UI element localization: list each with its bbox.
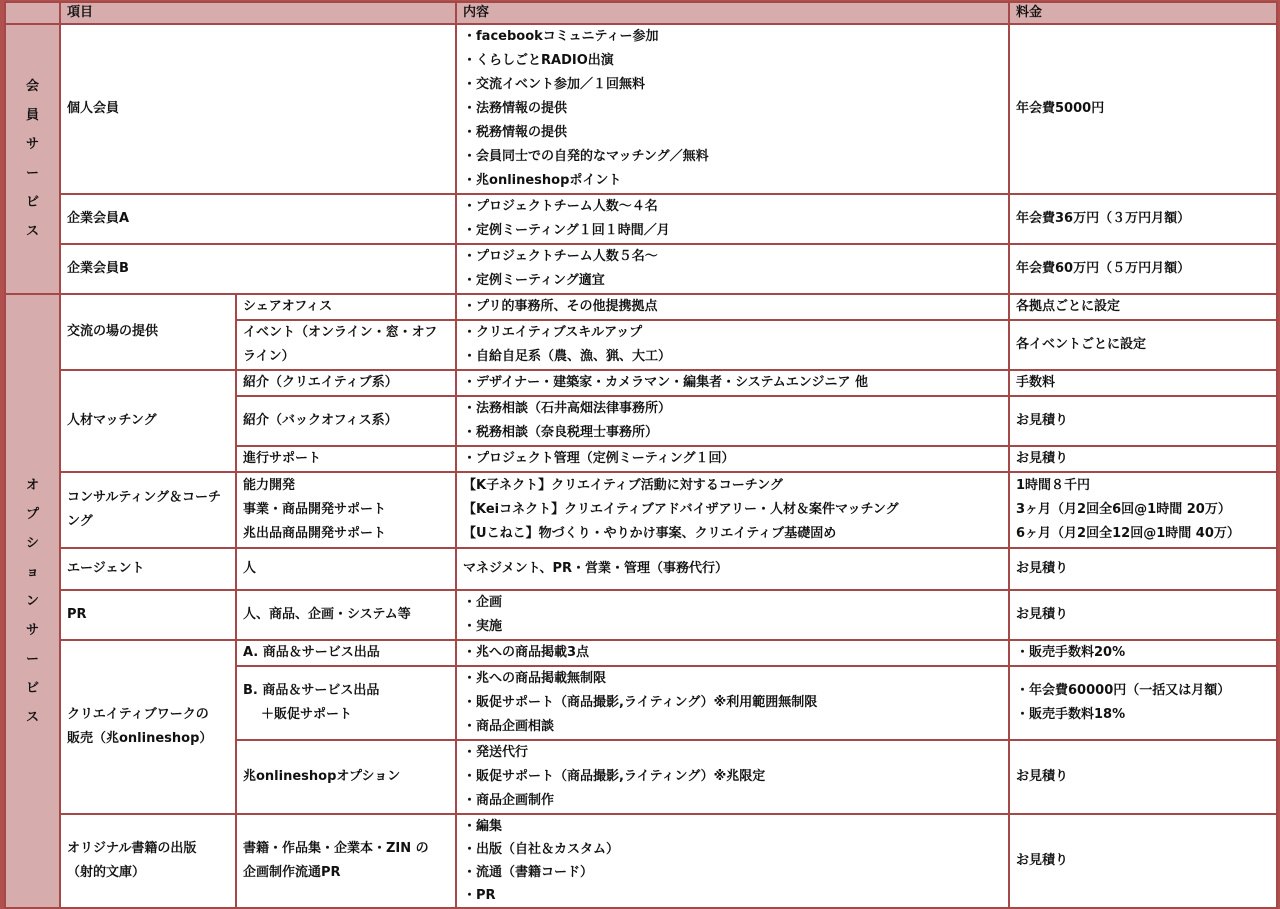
- row-content: ・デザイナー・建築家・カメラマン・編集者・システムエンジニア 他: [456, 370, 1009, 396]
- row-name: 交流の場の提供: [60, 294, 236, 370]
- row-content: ・facebookコミュニティー参加 ・くらしごとRADIO出演 ・交流イベント参加／１回無料 ・法務情報の提供 ・税務情報の提供 ・会員同士での自発的なマッチング／無料 ・兆onlineshopポイント: [456, 24, 1009, 194]
- row-fee: お見積り: [1009, 590, 1277, 640]
- header-row: [5, 2, 1277, 24]
- row-sub: A. 商品＆サービス出品: [236, 640, 456, 666]
- row-content: ・兆への商品掲載3点: [456, 640, 1009, 666]
- table-row: [5, 24, 1277, 194]
- table-row: [5, 814, 1277, 908]
- row-content: ・法務相談（石井高畑法律事務所） ・税務相談（奈良税理士事務所）: [456, 396, 1009, 446]
- header-fee: 料金: [1009, 2, 1277, 24]
- row-name: 人材マッチング: [60, 370, 236, 472]
- row-sub: 能力開発 事業・商品開発サポート 兆出品商品開発サポート: [236, 472, 456, 548]
- member-service-category: 会 員 サ ー ビ ス: [5, 24, 60, 294]
- table-row: [5, 472, 1277, 548]
- row-fee: 手数料: [1009, 370, 1277, 396]
- row-content: ・編集 ・出版（自社＆カスタム） ・流通（書籍コード） ・PR: [456, 814, 1009, 908]
- row-content: ・企画 ・実施: [456, 590, 1009, 640]
- row-name: エージェント: [60, 548, 236, 590]
- row-name: PR: [60, 590, 236, 640]
- row-fee: お見積り: [1009, 740, 1277, 814]
- row-sub: 紹介（バックオフィス系）: [236, 396, 456, 446]
- row-fee: お見積り: [1009, 396, 1277, 446]
- row-fee: 1時間８千円 3ヶ月（月2回全6回@1時間 20万） 6ヶ月（月2回全12回@1時間 40万）: [1009, 472, 1277, 548]
- row-sub: イベント（オンライン・窓・オフライン）: [236, 320, 456, 370]
- row-content: マネジメント、PR・営業・管理（事務代行）: [456, 548, 1009, 590]
- table-row: [5, 244, 1277, 294]
- row-content: ・発送代行 ・販促サポート（商品撮影,ライティング）※兆限定 ・商品企画制作: [456, 740, 1009, 814]
- row-name: コンサルティング＆コーチング: [60, 472, 236, 548]
- table-row: [5, 194, 1277, 244]
- option-service-category: オ プ シ ョ ン サ ー ビ ス: [5, 294, 60, 908]
- row-fee: 年会費5000円: [1009, 24, 1277, 194]
- row-sub: シェアオフィス: [236, 294, 456, 320]
- row-sub: 兆onlineshopオプション: [236, 740, 456, 814]
- row-fee: 各拠点ごとに設定: [1009, 294, 1277, 320]
- row-content: ・プロジェクトチーム人数〜４名 ・定例ミーティング１回１時間／月: [456, 194, 1009, 244]
- row-sub: 紹介（クリエイティブ系）: [236, 370, 456, 396]
- row-name: オリジナル書籍の出版 （射的文庫）: [60, 814, 236, 908]
- header-content: 内容: [456, 2, 1009, 24]
- row-content: ・クリエイティブスキルアップ ・自給自足系（農、漁、猟、大工）: [456, 320, 1009, 370]
- row-fee: ・年会費60000円（一括又は月額） ・販売手数料18%: [1009, 666, 1277, 740]
- row-content: 【K子ネクト】クリエイティブ活動に対するコーチング 【Keiコネクト】クリエイティブアドバイザアリー・人材＆案件マッチング 【Uこねこ】物づくり・やりかけ事案、クリエイティブ基礎固め: [456, 472, 1009, 548]
- row-fee: お見積り: [1009, 814, 1277, 908]
- row-name: 個人会員: [60, 24, 456, 194]
- row-content: ・プリ的事務所、その他提携拠点: [456, 294, 1009, 320]
- row-fee: 年会費60万円（５万円月額）: [1009, 244, 1277, 294]
- row-sub: 人、商品、企画・システム等: [236, 590, 456, 640]
- header-corner: [5, 2, 60, 24]
- table-row: [5, 590, 1277, 640]
- row-fee: お見積り: [1009, 548, 1277, 590]
- row-fee: 各イベントごとに設定: [1009, 320, 1277, 370]
- row-name: 企業会員B: [60, 244, 456, 294]
- row-sub: 進行サポート: [236, 446, 456, 472]
- row-content: ・プロジェクトチーム人数５名〜 ・定例ミーティング適宜: [456, 244, 1009, 294]
- row-fee: お見積り: [1009, 446, 1277, 472]
- row-name: クリエイティブワークの 販売（兆onlineshop）: [60, 640, 236, 814]
- row-name: 企業会員A: [60, 194, 456, 244]
- table-row: [5, 294, 1277, 320]
- row-content: ・プロジェクト管理（定例ミーティング１回）: [456, 446, 1009, 472]
- row-sub: 人: [236, 548, 456, 590]
- row-fee: ・販売手数料20%: [1009, 640, 1277, 666]
- service-fee-table: [4, 1, 1278, 909]
- table-row: [5, 370, 1277, 396]
- table-row: [5, 548, 1277, 590]
- header-item: 項目: [60, 2, 456, 24]
- table-row: [5, 640, 1277, 666]
- row-sub: 書籍・作品集・企業本・ZIN の 企画制作流通PR: [236, 814, 456, 908]
- row-content: ・兆への商品掲載無制限 ・販促サポート（商品撮影,ライティング）※利用範囲無制限 ・商品企画相談: [456, 666, 1009, 740]
- row-sub: B. 商品＆サービス出品 ＋販促サポート: [236, 666, 456, 740]
- row-fee: 年会費36万円（３万円月額）: [1009, 194, 1277, 244]
